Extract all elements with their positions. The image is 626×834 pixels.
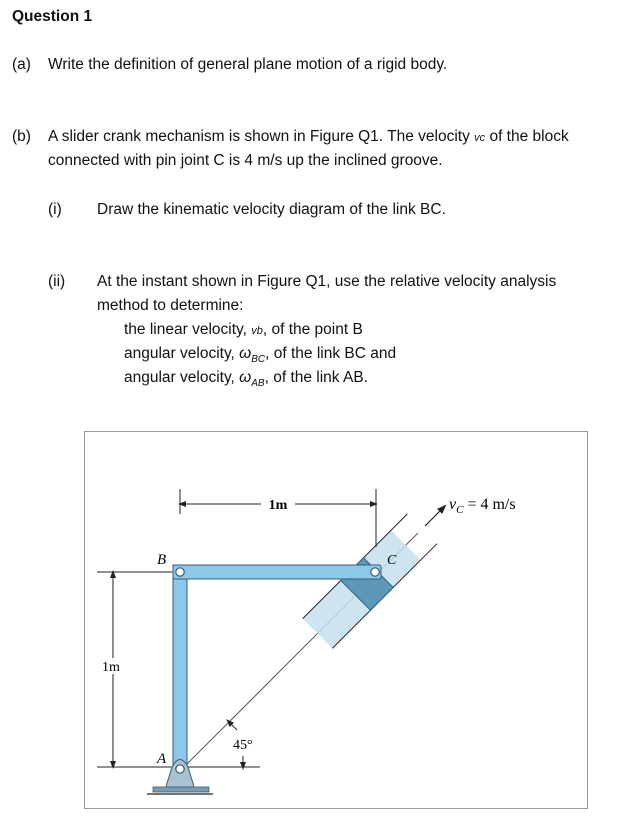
slider-crank-diagram bbox=[85, 432, 587, 808]
part-b-line-1 bbox=[48, 128, 569, 146]
pin-a bbox=[176, 765, 184, 773]
omega-ab-letter: ω bbox=[239, 369, 252, 386]
pin-b bbox=[176, 568, 184, 576]
velocity-label bbox=[449, 496, 516, 516]
item1-post: , of the point B bbox=[262, 321, 363, 338]
figure-q1 bbox=[84, 431, 588, 809]
item2-pre: angular velocity, bbox=[124, 345, 240, 362]
part-b-line-2: connected with pin joint C is 4 m/s up the inclined groove. bbox=[48, 152, 443, 169]
left-dimension-label: 1m bbox=[102, 660, 120, 675]
link-bc bbox=[173, 565, 381, 579]
support-a bbox=[165, 760, 195, 791]
item3-pre: angular velocity, bbox=[124, 369, 240, 386]
velocity-symbol-vc: vc bbox=[474, 132, 486, 144]
omega-ab-symbol bbox=[239, 369, 265, 390]
label-c: C bbox=[387, 553, 397, 568]
label-b: B bbox=[157, 552, 167, 568]
label-a: A bbox=[157, 751, 167, 767]
item3-post: , of the link AB. bbox=[264, 369, 368, 386]
omega-bc-subscript: BC bbox=[251, 354, 266, 366]
sub-ii-label: (ii) bbox=[48, 273, 66, 290]
sub-i-label: (i) bbox=[48, 201, 62, 218]
omega-bc-symbol bbox=[239, 345, 266, 366]
item2-post: , of the link BC and bbox=[265, 345, 397, 362]
part-b-line-1-post: of the block bbox=[485, 128, 569, 145]
part-a-label: (a) bbox=[12, 56, 31, 73]
item1-pre: the linear velocity, bbox=[124, 321, 252, 338]
sub-ii-line-1: At the instant shown in Figure Q1, use the relative velocity analysis bbox=[97, 273, 557, 290]
part-b-label: (b) bbox=[12, 128, 31, 145]
task-item-linear-velocity bbox=[124, 321, 363, 339]
velocity-label-sub: C bbox=[456, 504, 464, 516]
angle-label: 45° bbox=[233, 738, 253, 753]
velocity-symbol-vb: vb bbox=[251, 325, 263, 337]
part-a-text: Write the definition of general plane motion of a rigid body. bbox=[48, 56, 448, 73]
part-b-line-1-pre: A slider crank mechanism is shown in Figure Q1. The velocity bbox=[48, 128, 475, 145]
pin-c bbox=[371, 568, 379, 576]
top-dimension-label: 1m bbox=[268, 498, 288, 513]
link-ab bbox=[173, 565, 187, 777]
velocity-label-v: v bbox=[449, 496, 457, 513]
velocity-arrow bbox=[425, 508, 443, 526]
task-item-omega-bc bbox=[124, 345, 396, 365]
sub-i-text: Draw the kinematic velocity diagram of the link BC. bbox=[97, 201, 446, 218]
question-title: Question 1 bbox=[12, 8, 93, 25]
task-item-omega-ab bbox=[124, 369, 368, 389]
velocity-label-value: = 4 m/s bbox=[463, 496, 516, 513]
sub-ii-line-2: method to determine: bbox=[97, 297, 244, 314]
omega-ab-subscript: AB bbox=[251, 378, 265, 390]
omega-bc-letter: ω bbox=[239, 345, 252, 362]
